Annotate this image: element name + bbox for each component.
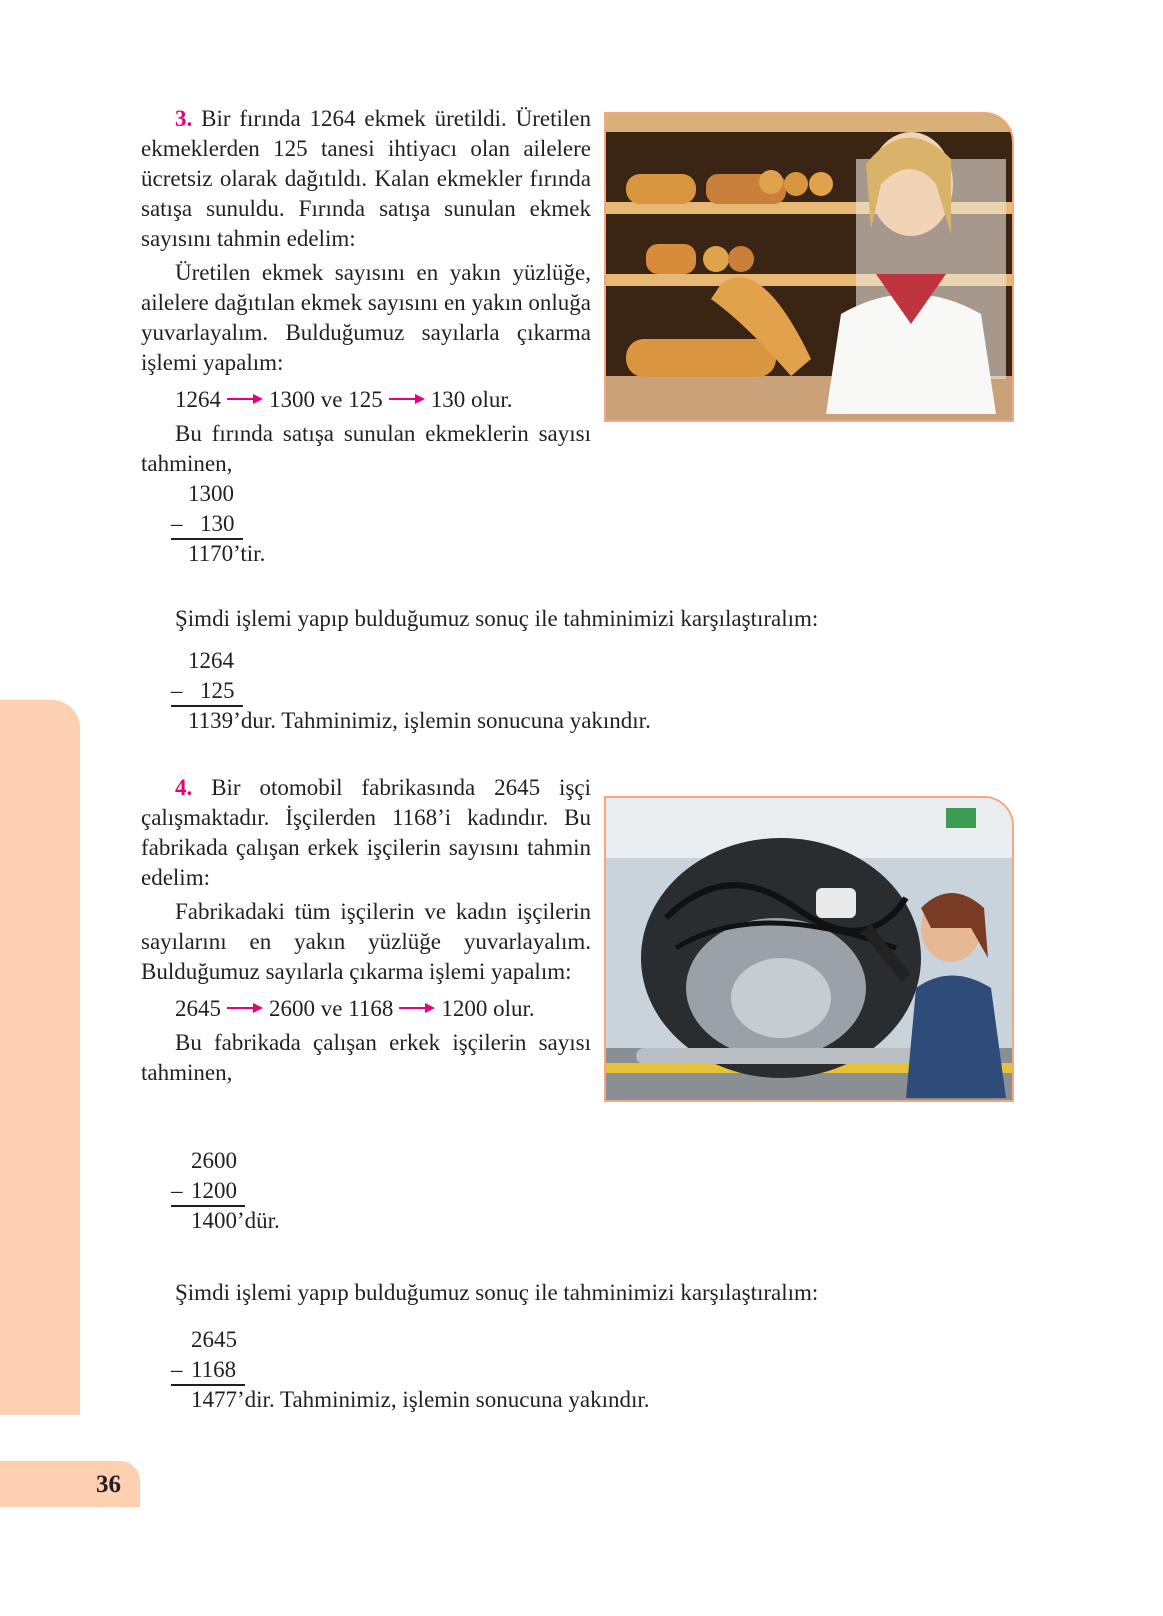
problem-4-number: 4. xyxy=(175,775,193,800)
difference: 1170 xyxy=(188,541,234,566)
side-decoration-bar xyxy=(0,700,80,1415)
difference: 1477 xyxy=(191,1387,237,1412)
problem-3-number: 3. xyxy=(175,106,193,131)
problem-4-statement xyxy=(141,773,591,893)
minus-sign: – xyxy=(171,1357,183,1382)
minus-sign: – xyxy=(171,1178,183,1203)
joiner-word: ve xyxy=(320,996,343,1021)
problem-3-compare-intro: Şimdi işlemi yapıp bulduğumuz sonuç ile tahminimizi karşılaştıralım: xyxy=(175,606,819,631)
arrow-right-icon xyxy=(227,394,263,404)
joiner-word: ve xyxy=(320,387,343,412)
subtrahend: 125 xyxy=(200,678,235,703)
rounded-value: 1300 xyxy=(269,387,315,412)
problem-3-rounding xyxy=(141,385,591,415)
page-number: 36 xyxy=(96,1471,121,1498)
bakery-illustration xyxy=(606,114,1012,420)
bakery-photo xyxy=(604,112,1014,422)
minuend: 2600 xyxy=(191,1148,237,1173)
rounding-value: 1168 xyxy=(348,996,394,1021)
difference-line xyxy=(188,706,651,736)
difference-line xyxy=(188,539,265,569)
problem-3-text: Bir fırında 1264 ekmek üretildi. Üretilen ekmeklerden 125 tanesi ihtiyacı olan ailelere ücretsiz olarak dağıtıldı. Kalan ekmekler fırında satışa sunuldu. Fırında satışa sunulan ekmek sayısını tahmin edelim: xyxy=(141,106,591,251)
rounded-value: 2600 xyxy=(269,996,315,1021)
factory-photo xyxy=(604,796,1014,1102)
suffix-word: olur. xyxy=(493,996,535,1021)
problem-4-text-block xyxy=(141,773,591,1088)
arrow-right-icon xyxy=(227,1003,263,1013)
difference: 1139 xyxy=(188,708,234,733)
engine-factory-illustration xyxy=(606,798,1012,1100)
difference-suffix: ’tir. xyxy=(233,541,266,566)
minuend: 1300 xyxy=(188,481,234,506)
problem-3-text-block xyxy=(141,104,591,479)
rounded-value: 130 xyxy=(430,387,466,412)
difference-line xyxy=(191,1385,650,1415)
suffix-word: olur. xyxy=(470,387,513,412)
subtrahend: 1168 xyxy=(191,1357,237,1382)
subtrahend: 1200 xyxy=(191,1178,237,1203)
subtrahend: 130 xyxy=(200,511,235,536)
rounded-value: 1200 xyxy=(441,996,488,1021)
difference-suffix: ’dur. Tahminimiz, işlemin sonucuna yakındır. xyxy=(233,708,651,733)
problem-3-estimate-intro: Bu fırında satışa sunulan ekmeklerin sayısı tahminen, xyxy=(141,421,591,476)
problem-4-text: Bir otomobil fabrikasında 2645 işçi çalışmaktadır. İşçilerden 1168’i kadındır. Bu fabrikada çalışan erkek işçilerin sayısını tahmin edelim: xyxy=(141,775,591,890)
problem-4-estimate-intro: Bu fabrikada çalışan erkek işçilerin sayısı tahminen, xyxy=(141,1030,591,1085)
rounding-value: 1264 xyxy=(175,387,221,412)
problem-3-statement xyxy=(141,104,591,254)
problem-4-rounding xyxy=(141,994,591,1024)
problem-4-step: Fabrikadaki tüm işçilerin ve kadın işçilerin sayılarını en yakın yüzlüğe yuvarlayalım. Bulduğumuz sayılarla çıkarma işlemi yapalım: xyxy=(141,899,591,984)
minus-sign: – xyxy=(171,678,183,703)
minus-sign: – xyxy=(171,511,183,536)
arrow-right-icon xyxy=(399,1003,435,1013)
difference-suffix: ’dür. xyxy=(237,1208,280,1233)
minuend: 1264 xyxy=(188,648,234,673)
rounding-value: 2645 xyxy=(175,996,221,1021)
minuend: 2645 xyxy=(191,1327,237,1352)
rounding-value: 125 xyxy=(348,387,383,412)
problem-3-step: Üretilen ekmek sayısını en yakın yüzlüğe, ailelere dağıtılan ekmek sayısını en yakın onluğa yuvarlayalım. Bulduğumuz sayılarla çıkarma işlemi yapalım: xyxy=(141,260,591,375)
problem-4-compare-intro: Şimdi işlemi yapıp bulduğumuz sonuç ile tahminimizi karşılaştıralım: xyxy=(175,1280,819,1305)
difference-suffix: ’dir. Tahminimiz, işlemin sonucuna yakındır. xyxy=(237,1387,650,1412)
difference: 1400 xyxy=(191,1208,237,1233)
arrow-right-icon xyxy=(389,394,425,404)
difference-line xyxy=(191,1206,280,1236)
